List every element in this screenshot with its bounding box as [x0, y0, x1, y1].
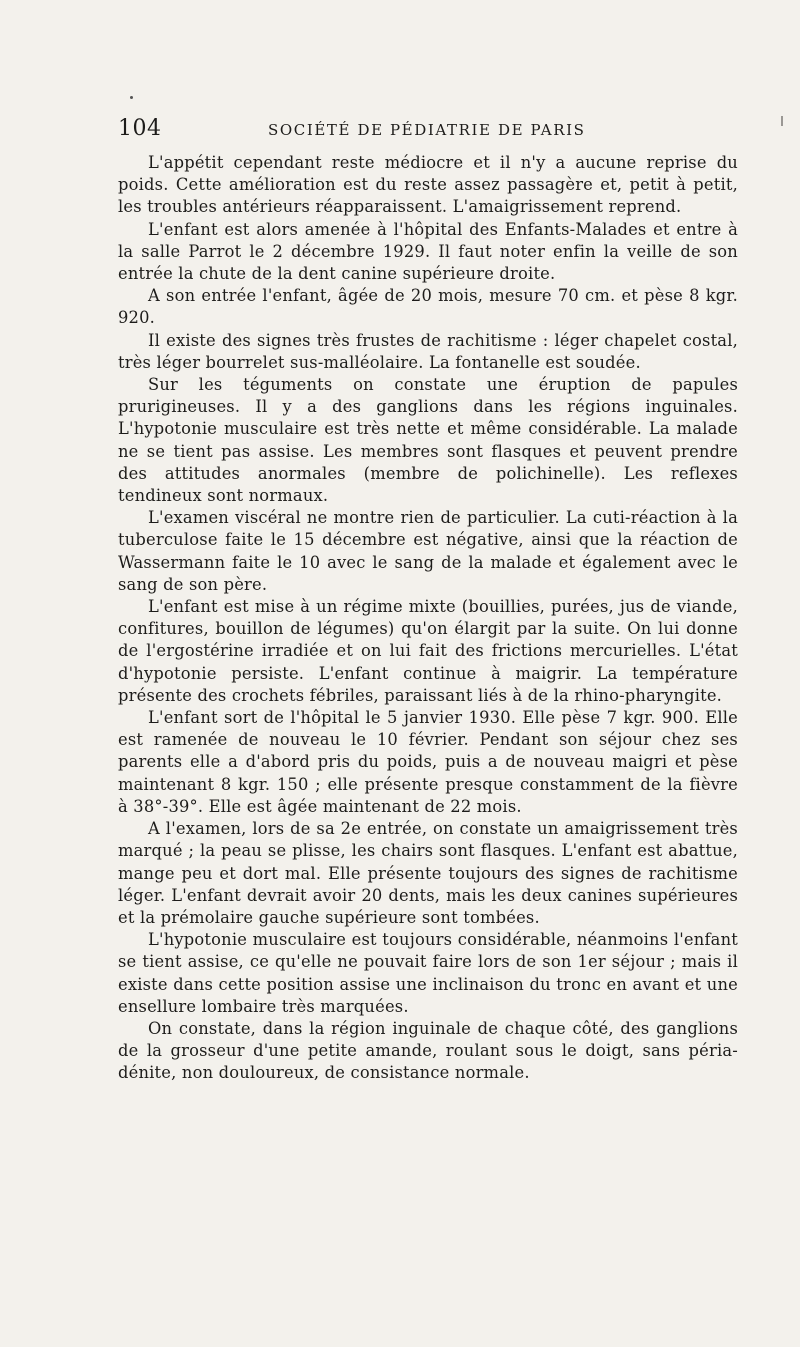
paragraph: Il existe des signes très frustes de rachitisme : léger chapelet costal, très léger bourrelet sus-malléolaire. La fontanelle est soudée. — [118, 330, 738, 372]
paragraph: L'enfant est alors amenée à l'hôpital des Enfants-Malades et entre à la salle Parrot le 2 décembre 1929. Il faut noter enfin la veille de son entrée la chute de la dent canine supérieure droite. — [118, 219, 738, 284]
paragraph: A son entrée l'enfant, âgée de 20 mois, mesure 70 cm. et pèse 8 kgr. 920. — [118, 286, 738, 328]
paragraph: L'enfant est mise à un régime mixte (bouillies, purées, jus de viande, confitures, bouillon de légumes) qu'on élargit par la suite. On lui donne de l'ergostérine irradiée et on lui fait des frictions mercurielles. L'état d'hypotonie persiste. L'enfant continue à maigrir. La température présente des crochets fébriles, paraissant liés à de la rhino-pharyngite. — [118, 597, 738, 705]
paragraph: L'enfant sort de l'hôpital le 5 janvier 1930. Elle pèse 7 kgr. 900. Elle est ramenée de nouveau le 10 février. Pendant son séjour chez ses parents elle a d'abord pris du poids, puis a de nouveau maigri et pèse maintenant 8 kgr. 150 ; elle présente presque constamment de la fièvre à 38°-39°. Elle est âgée maintenant de 22 mois. — [118, 708, 738, 816]
paragraph: On constate, dans la région inguinale de chaque côté, des ganglions de la grosseur d'une petite amande, roulant sous le doigt, sans péria-dénite, non douloureux, de consistance normale. — [118, 1018, 738, 1083]
margin-mark — [781, 116, 783, 126]
running-head: SOCIÉTÉ DE PÉDIATRIE DE PARIS — [268, 121, 586, 139]
paragraph: A l'examen, lors de sa 2e entrée, on constate un amaigrissement très marqué ; la peau se plisse, les chairs sont flasques. L'enfant est abattue, mange peu et dort mal. Elle présente toujours des signes de rachitisme léger. L'enfant devrait avoir 20 dents, mais les deux canines supérieures et la prémolaire gauche supérieure sont tombées. — [118, 819, 738, 927]
paragraph: L'hypotonie musculaire est toujours considérable, néanmoins l'enfant se tient assise, ce qu'elle ne pouvait faire lors de son 1er séjour ; mais il existe dans cette position assise une inclinaison du tronc en avant et une ensellure lombaire très marquées. — [118, 930, 738, 1016]
page-header — [118, 116, 738, 146]
ink-speck — [130, 96, 133, 99]
paragraph: L'appétit cependant reste médiocre et il n'y a aucune reprise du poids. Cette amélioration est du reste assez passagère et, petit à petit, les troubles antérieurs réapparaissent. L'amaigrissement reprend. — [118, 153, 738, 217]
paragraph: L'examen viscéral ne montre rien de particulier. La cuti-réaction à la tuberculose faite le 15 décembre est négative, ainsi que la réaction de Wassermann faite le 10 avec le sang de la malade et également avec le sang de son père. — [118, 508, 738, 594]
body-text — [118, 152, 738, 1085]
page-number: 104 — [118, 116, 162, 141]
paragraph: Sur les téguments on constate une éruption de papules prurigineuses. Il y a des ganglions dans les régions inguinales. L'hypotonie musculaire est très nette et même considérable. La malade ne se tient pas assise. Les membres sont flasques et peuvent prendre des attitudes anormales (membre de polichinelle). Les reflexes tendineux sont normaux. — [118, 375, 738, 506]
